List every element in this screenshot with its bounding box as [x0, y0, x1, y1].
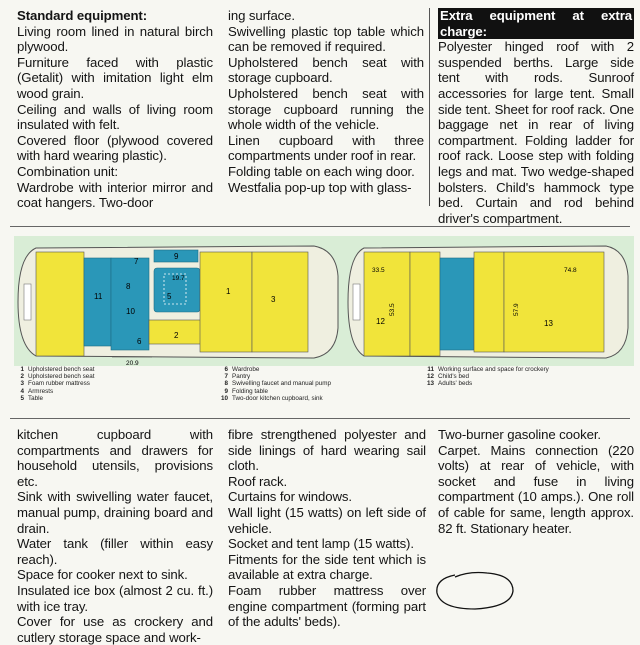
legend-item — [218, 373, 331, 380]
plan-label-8: 8 — [126, 282, 131, 291]
paragraph: Roof rack. — [228, 473, 288, 489]
legend-number: 10 — [220, 394, 228, 402]
standard-equipment-column — [17, 8, 213, 211]
legend-item — [218, 395, 331, 402]
bed-extension — [410, 252, 440, 356]
legend-text: Armrests — [28, 387, 54, 395]
plan-label-10: 10 — [126, 307, 135, 316]
bottom-column-1 — [17, 427, 213, 645]
section-divider — [10, 418, 630, 419]
paragraph: fibre strengthened polyester and side linings of hard wearing sail cloth. — [228, 427, 426, 474]
adults-beds-13 — [504, 252, 604, 352]
legend-number: 7 — [224, 373, 228, 381]
legend-text: Wardrobe — [232, 366, 260, 373]
plan-label-6: 6 — [137, 337, 142, 346]
legend-text: Foam rubber mattress — [28, 380, 90, 388]
paragraph: Upholstered bench seat with storage cupboard. — [228, 54, 424, 86]
legend-text: Child's bed — [438, 373, 469, 381]
bottom-column-3 — [438, 427, 634, 536]
legend-item — [14, 373, 95, 380]
plan-label-12: 12 — [376, 317, 385, 326]
legend-number: 1 — [20, 366, 24, 373]
extra-equipment-column — [438, 8, 634, 226]
paragraph: ing surface. — [228, 8, 295, 23]
childs-bed-12 — [364, 252, 410, 356]
plan-label-9: 9 — [174, 252, 179, 261]
legend-number: 11 — [427, 366, 434, 373]
paragraph: Foam rubber mattress over engine compartment (forming part of the adults' beds). — [228, 582, 426, 630]
paragraph: Swivelling plastic top table which can be removed if required. — [228, 23, 424, 55]
legend-number: 2 — [20, 373, 24, 381]
legend-text: Pantry — [232, 373, 251, 381]
legend-number: 9 — [224, 387, 228, 395]
paragraph: Space for cooker next to sink. — [17, 567, 188, 583]
legend-item — [14, 380, 95, 387]
bench-seat-1 — [200, 252, 252, 352]
legend-text: Table — [28, 394, 44, 402]
paragraph: Westfalia pop-up top with glass- — [228, 179, 412, 195]
legend-number: 8 — [224, 380, 228, 388]
legend-text: Upholstered bench seat — [28, 373, 95, 381]
paragraph: Upholstered bench seat with storage cupboard running the whole width of the vehicle. — [228, 85, 424, 133]
bottom-column-2 — [228, 427, 426, 630]
extra-equipment-heading: Extra equipment at extra charge: — [440, 8, 632, 39]
legend-item — [218, 366, 331, 373]
legend-column-3 — [424, 366, 549, 388]
paragraph: Sink with swivelling water faucet, manual pump, draining board and drain. — [17, 489, 213, 536]
standard-equipment-heading: Standard equipment: — [17, 8, 147, 23]
paragraph: Folding table on each wing door. — [228, 163, 415, 179]
paragraph: Ceiling and walls of living room insulated with felt. — [17, 101, 213, 133]
plan-label-1: 1 — [226, 287, 231, 296]
kitchen-unit-11 — [84, 258, 111, 346]
legend-item — [424, 366, 549, 373]
legend-text: Folding table — [232, 387, 269, 395]
floor-plan-night-layout — [344, 236, 634, 366]
legend-number: 12 — [426, 373, 434, 381]
section-divider — [10, 226, 630, 227]
paragraph: Fitments for the side tent which is available at extra charge. — [228, 551, 426, 583]
legend-text: Adults' beds — [438, 380, 473, 388]
legend-item — [218, 388, 331, 395]
cab-area — [36, 252, 84, 356]
paragraph: Cover for use as crockery and cutlery storage space and work- — [17, 614, 213, 645]
legend-number: 5 — [20, 394, 24, 402]
paragraph: kitchen cupboard with compartments and drawers for household utensils, provisions etc. — [17, 427, 213, 489]
legend-item — [218, 380, 331, 387]
legend-text: Working surface and space for crockery — [438, 366, 549, 373]
plan-dim-57-9: 57.9 — [513, 303, 520, 316]
plan-label-5: 5 — [167, 292, 172, 301]
legend-text: Upholstered bench seat — [28, 366, 95, 373]
legend-number: 3 — [20, 380, 24, 388]
paragraph: Two-burner gasoline cooker. — [438, 427, 601, 442]
plan-dim-33-5: 33.5 — [372, 267, 385, 274]
legend-column-2 — [218, 366, 331, 402]
legend-column-1 — [14, 366, 95, 402]
floor-plan-day-layout — [14, 236, 344, 366]
plan-label-7: 7 — [134, 257, 139, 266]
paragraph: Covered floor (plywood covered with hard wearing plastic). — [17, 132, 213, 164]
paragraph: Linen cupboard with three compartments under roof in rear. — [228, 132, 424, 164]
legend-number: 6 — [224, 366, 228, 373]
paragraph: Socket and tent lamp (15 watts). — [228, 536, 414, 552]
bench-seat-area — [474, 252, 504, 352]
paragraph: Carpet. Mains connection (220 volts) at rear of vehicle, with socket and fuse in living compartment (10 amps.). One roll of cable for same, length approx. 82 ft. Stationary heater. — [438, 442, 634, 536]
standard-equipment-column-continued — [228, 8, 424, 195]
plan-dim-53-5: 53.5 — [389, 303, 396, 316]
paragraph: Water tank (filler within easy reach). — [17, 536, 213, 567]
cab-seat — [353, 284, 360, 320]
plan-dim-20-9: 20.9 — [126, 360, 139, 366]
legend-number: 13 — [426, 380, 434, 388]
paragraph: Curtains for windows. — [228, 489, 352, 505]
cab-seat — [24, 284, 31, 320]
paragraph: Wall light (15 watts) on left side of vehicle. — [228, 504, 426, 536]
paragraph: Insulated ice box (almost 2 cu. ft.) with ice tray. — [17, 582, 213, 614]
legend-item — [424, 380, 549, 387]
plan-label-3: 3 — [271, 295, 276, 304]
paragraph: Living room lined in natural birch plywood. — [17, 23, 213, 55]
mattress-3 — [252, 252, 308, 352]
working-surface-11 — [440, 258, 474, 350]
legend-item — [14, 395, 95, 402]
paragraph: Wardrobe with interior mirror and coat hangers. Two-door — [17, 179, 213, 211]
column-divider — [429, 8, 430, 206]
plan-label-2: 2 — [174, 331, 179, 340]
legend-text: Two-door kitchen cupboard, sink — [232, 394, 323, 402]
plan-label-11: 11 — [94, 292, 103, 301]
legend-item — [424, 373, 549, 380]
paragraph: Polyester hinged roof with 2 suspended berths. Large side tent with rods. Sunroof accessories for large tent. Small side tent. Sheet for roof rack. One baggage net in rear of living compartment. Folding ladder for roof rack. Loose step with folding legs and mat. Two wedge-shaped bolsters. Child's hammock type bed. Curtain and rod behind driver's compartment. — [438, 39, 634, 226]
legend-number: 4 — [20, 387, 24, 395]
handwritten-circle-mark — [425, 565, 525, 615]
plan-label-13: 13 — [544, 319, 553, 328]
plan-dim-19-7: 19.7 — [172, 275, 185, 282]
legend-item — [14, 388, 95, 395]
plan-dim-74-8: 74.8 — [564, 267, 577, 274]
legend-item — [14, 366, 95, 373]
kitchen-cupboard-10 — [111, 258, 149, 350]
paragraph: Combination unit: — [17, 163, 118, 179]
legend-text: Swivelling faucet and manual pump — [232, 380, 332, 388]
paragraph: Furniture faced with plastic (Getalit) with imitation light elm wood grain. — [17, 54, 213, 101]
